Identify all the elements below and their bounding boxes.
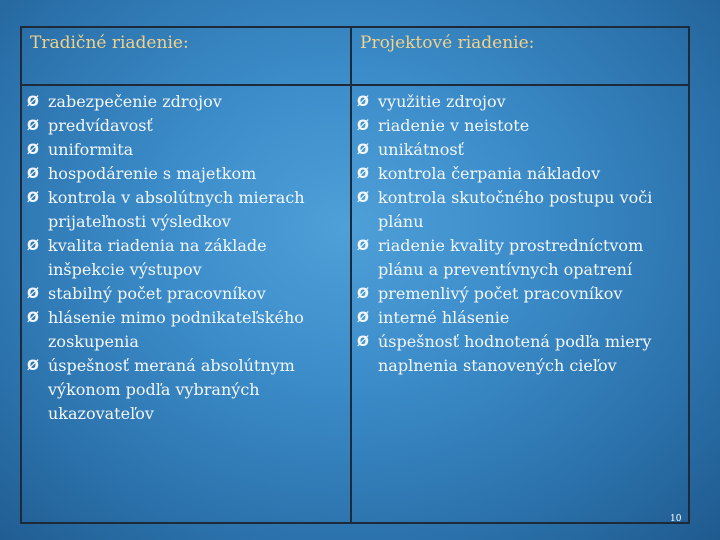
list-item-text: interné hlásenie	[378, 308, 510, 327]
project-management-list	[352, 86, 688, 378]
list-item-text: unikátnosť	[378, 140, 464, 159]
arrow-bullet-icon: Ø	[357, 190, 369, 206]
left-header-cell	[21, 27, 351, 85]
list-item	[24, 354, 350, 426]
right-body-cell	[351, 85, 689, 523]
list-item	[354, 162, 688, 186]
list-item	[24, 90, 350, 114]
list-item-text: zabezpečenie zdrojov	[48, 92, 222, 111]
list-item-text: hlásenie mimo podnikateľského zoskupenia	[48, 308, 304, 351]
arrow-bullet-icon: Ø	[27, 286, 39, 302]
list-item-text: premenlivý počet pracovníkov	[378, 284, 623, 303]
traditional-management-heading: Tradičné riadenie:	[30, 33, 189, 53]
list-item-text: riadenie kvality prostredníctvom plánu a preventívnych opatrení	[378, 236, 644, 279]
list-item	[24, 138, 350, 162]
arrow-bullet-icon: Ø	[357, 238, 369, 254]
list-item	[24, 186, 350, 234]
arrow-bullet-icon: Ø	[357, 94, 369, 110]
table-header-row	[21, 27, 689, 85]
list-item	[24, 114, 350, 138]
left-body-cell	[21, 85, 351, 523]
list-item	[24, 162, 350, 186]
list-item-text: kontrola skutočného postupu voči plánu	[378, 188, 653, 231]
comparison-table	[20, 26, 690, 524]
arrow-bullet-icon: Ø	[357, 286, 369, 302]
list-item	[354, 330, 688, 378]
traditional-management-list	[22, 86, 350, 426]
list-item-text: uniformita	[48, 140, 134, 159]
table-body-row	[21, 85, 689, 523]
arrow-bullet-icon: Ø	[357, 166, 369, 182]
arrow-bullet-icon: Ø	[27, 118, 39, 134]
list-item	[354, 282, 688, 306]
list-item-text: úspešnosť meraná absolútnym výkonom podľa vybraných ukazovateľov	[48, 356, 295, 423]
list-item	[354, 186, 688, 234]
arrow-bullet-icon: Ø	[27, 94, 39, 110]
list-item-text: hospodárenie s majetkom	[48, 164, 257, 183]
list-item-text: úspešnosť hodnotená podľa miery naplnenia stanovených cieľov	[378, 332, 652, 375]
list-item-text: stabilný počet pracovníkov	[48, 284, 266, 303]
arrow-bullet-icon: Ø	[27, 238, 39, 254]
project-management-heading: Projektové riadenie:	[360, 33, 535, 53]
list-item-text: kontrola v absolútnych mierach prijateľnosti výsledkov	[48, 188, 305, 231]
list-item	[24, 282, 350, 306]
list-item	[354, 234, 688, 282]
arrow-bullet-icon: Ø	[357, 118, 369, 134]
list-item	[354, 138, 688, 162]
list-item	[354, 306, 688, 330]
page-number: 10	[670, 514, 682, 524]
arrow-bullet-icon: Ø	[27, 166, 39, 182]
list-item-text: kontrola čerpania nákladov	[378, 164, 601, 183]
list-item-text: kvalita riadenia na základe inšpekcie výstupov	[48, 236, 267, 279]
list-item	[24, 234, 350, 282]
arrow-bullet-icon: Ø	[27, 310, 39, 326]
arrow-bullet-icon: Ø	[357, 142, 369, 158]
list-item-text: riadenie v neistote	[378, 116, 530, 135]
arrow-bullet-icon: Ø	[27, 190, 39, 206]
arrow-bullet-icon: Ø	[27, 358, 39, 374]
list-item	[354, 90, 688, 114]
arrow-bullet-icon: Ø	[27, 142, 39, 158]
arrow-bullet-icon: Ø	[357, 334, 369, 350]
list-item-text: využitie zdrojov	[378, 92, 506, 111]
right-header-cell	[351, 27, 689, 85]
list-item-text: predvídavosť	[48, 116, 153, 135]
list-item	[24, 306, 350, 354]
list-item	[354, 114, 688, 138]
arrow-bullet-icon: Ø	[357, 310, 369, 326]
